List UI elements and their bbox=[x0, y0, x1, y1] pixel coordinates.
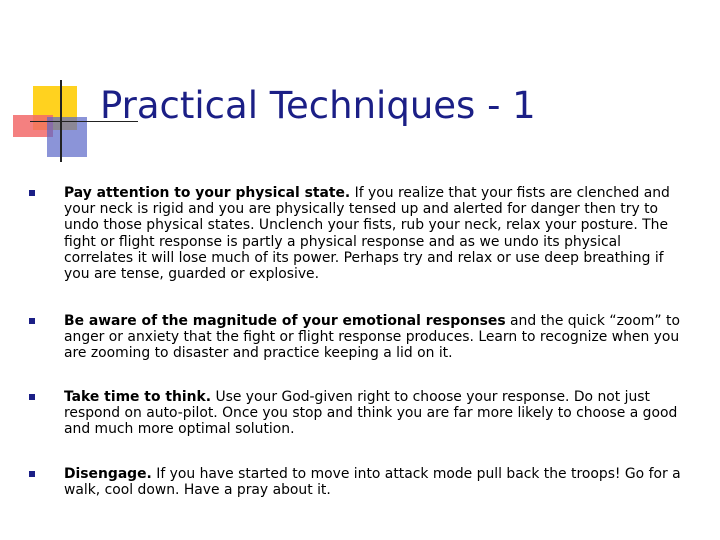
bullet-text bbox=[64, 466, 684, 498]
bullet-lead: Pay attention to your physical state. bbox=[64, 185, 351, 201]
bullet-marker-icon bbox=[29, 471, 35, 477]
bullet-marker-icon bbox=[29, 190, 35, 196]
bullet-marker-icon bbox=[29, 394, 35, 400]
bullet-body: Use your God-given right to choose your response. Do not just respond on auto-pilot. Once you stop and think you are far more likely to choose a good and much more optimal solution. bbox=[64, 389, 678, 438]
slide-title: Practical Techniques - 1 bbox=[100, 84, 536, 127]
bullet-text bbox=[64, 185, 684, 282]
bullet-marker-icon bbox=[29, 318, 35, 324]
bullet-lead: Be aware of the magnitude of your emotional responses bbox=[64, 313, 506, 329]
bullet-lead: Disengage. bbox=[64, 466, 152, 482]
bullet-text bbox=[64, 389, 684, 438]
bullet-body: If you have started to move into attack mode pull back the troops! Go for a walk, cool down. Have a pray about it. bbox=[64, 466, 681, 499]
bullet-text bbox=[64, 313, 684, 362]
bullet-lead: Take time to think. bbox=[64, 389, 212, 405]
bullet-body: and the quick “zoom” to anger or anxiety that the fight or flight response produces. Learn to recognize when you are zooming to disaster and practice keeping a lid on it. bbox=[64, 313, 680, 362]
bullet-body: If you realize that your fists are clenched and your neck is rigid and you are physically tensed up and alerted for danger then try to undo those physical states. Unclench your fists, rub your neck, relax your posture. The fight or flight response is partly a physical response and as we undo its physical correlates it will lose much of its power. Perhaps try and relax or use deep breathing if you are tense, guarded or explosive. bbox=[64, 185, 670, 283]
